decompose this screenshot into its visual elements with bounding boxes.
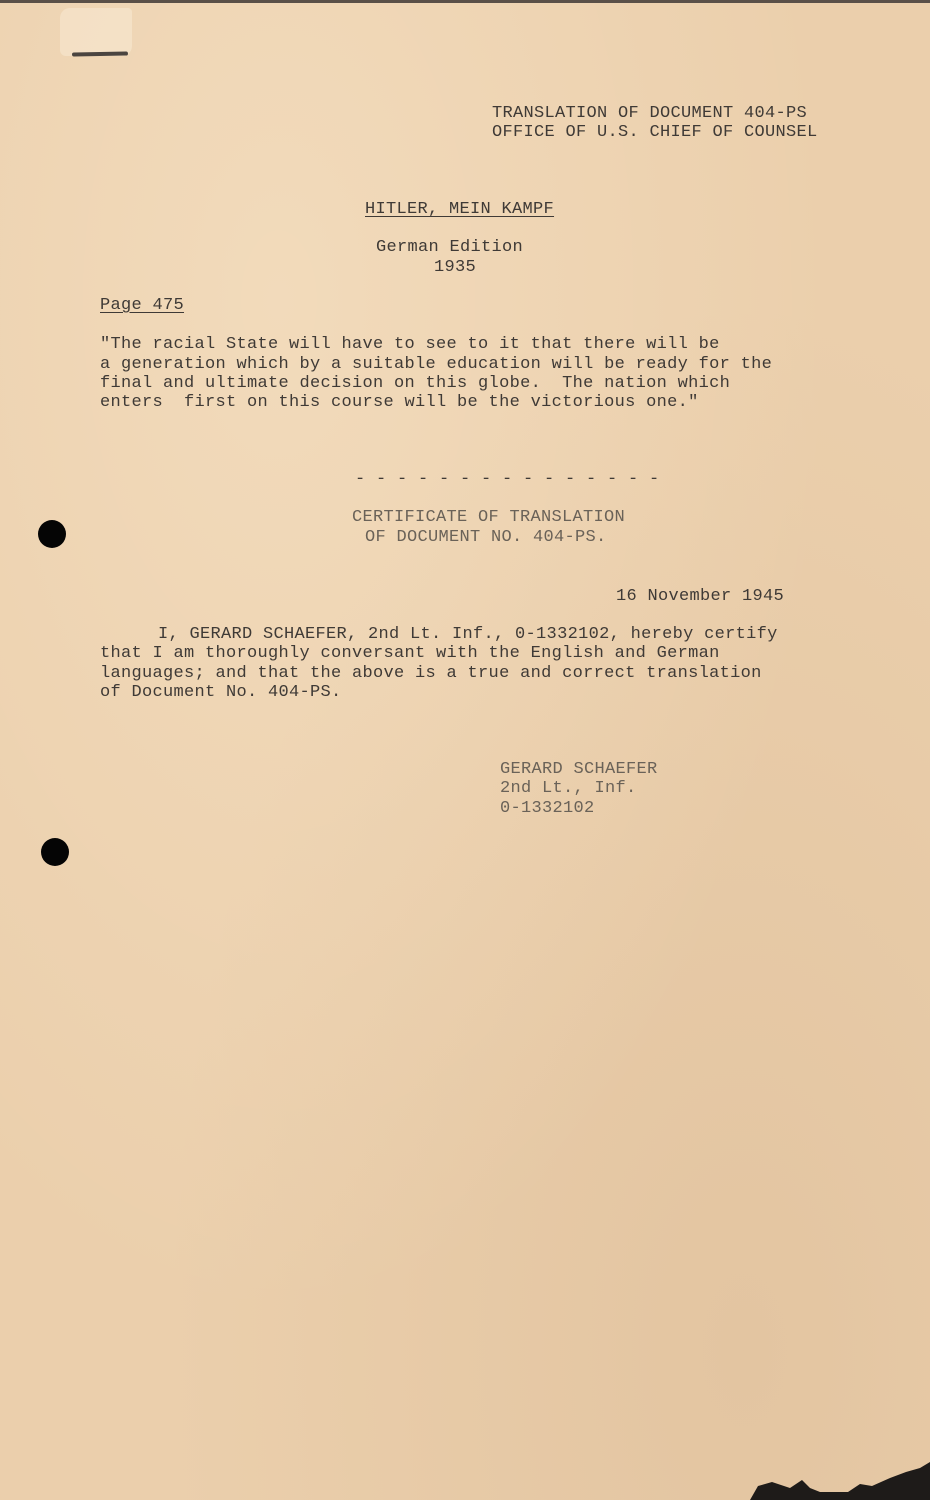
certificate-body-line-1: I, GERARD SCHAEFER, 2nd Lt. Inf., 0-1332102, hereby certify	[158, 625, 778, 644]
page-top-edge	[0, 0, 930, 3]
edition-year: 1935	[434, 258, 477, 277]
page-reference: Page 475	[100, 296, 185, 315]
signature-name: GERARD SCHAEFER	[500, 760, 658, 779]
staple-residue	[60, 8, 132, 56]
certificate-date: 16 November 1945	[616, 587, 785, 606]
signature-serial: 0-1332102	[500, 799, 595, 818]
punch-hole-upper	[38, 520, 66, 548]
punch-hole-lower	[41, 838, 69, 866]
excerpt-line-4: enters first on this course will be the victorious one."	[100, 393, 699, 412]
signature-rank: 2nd Lt., Inf.	[500, 779, 637, 798]
excerpt-line-1: "The racial State will have to see to it that there will be	[100, 335, 720, 354]
torn-corner	[750, 1462, 930, 1500]
section-divider: - - - - - - - - - - - - - - -	[355, 470, 660, 489]
header-line-1: TRANSLATION OF DOCUMENT 404-PS	[492, 104, 808, 123]
book-title: HITLER, MEIN KAMPF	[365, 200, 555, 219]
certificate-body-line-2: that I am thoroughly conversant with the English and German	[100, 644, 720, 663]
certificate-title-line-2: OF DOCUMENT NO. 404-PS.	[365, 528, 607, 547]
header-line-2: OFFICE OF U.S. CHIEF OF COUNSEL	[492, 123, 818, 142]
certificate-body-line-4: of Document No. 404-PS.	[100, 683, 342, 702]
excerpt-line-3: final and ultimate decision on this globe. The nation which	[100, 374, 731, 393]
excerpt-line-2: a generation which by a suitable education will be ready for the	[100, 355, 773, 374]
certificate-title-line-1: CERTIFICATE OF TRANSLATION	[352, 508, 626, 527]
edition-label: German Edition	[376, 238, 524, 257]
certificate-body-line-3: languages; and that the above is a true and correct translation	[100, 664, 762, 683]
